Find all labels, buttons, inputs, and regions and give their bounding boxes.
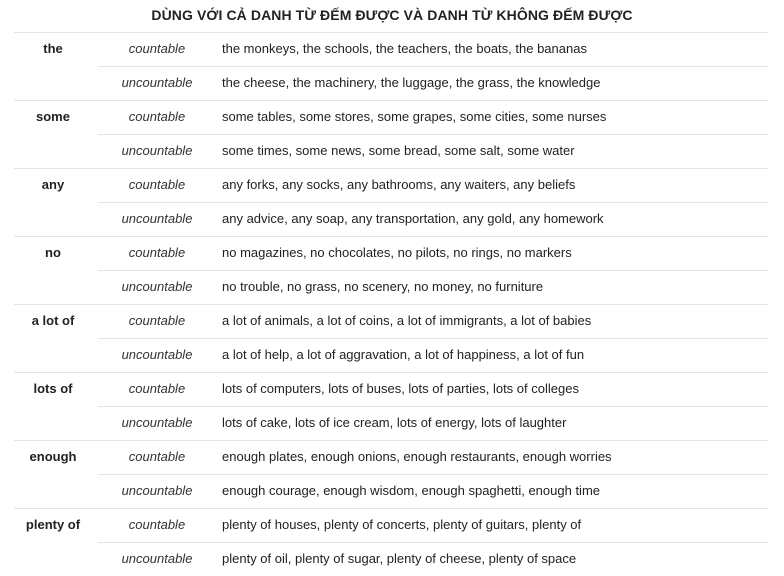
noun-type-cell: uncountable	[121, 75, 193, 90]
noun-type-cell: countable	[128, 177, 186, 192]
noun-type-cell: uncountable	[121, 211, 193, 226]
determiner-cell: any	[41, 177, 65, 192]
noun-type-cell: uncountable	[121, 483, 193, 498]
examples-cell: lots of computers, lots of buses, lots of parties, lots of colleges	[222, 381, 579, 396]
noun-type-cell: countable	[128, 449, 186, 464]
examples-cell: lots of cake, lots of ice cream, lots of energy, lots of laughter	[222, 415, 567, 430]
noun-type-cell: uncountable	[121, 347, 193, 362]
noun-type-cell: countable	[128, 41, 186, 56]
examples-cell: any advice, any soap, any transportation, any gold, any homework	[222, 211, 604, 226]
noun-type-cell: countable	[128, 313, 186, 328]
examples-cell: the monkeys, the schools, the teachers, the boats, the bananas	[222, 41, 587, 56]
noun-type-cell: uncountable	[121, 279, 193, 294]
determiner-cell: enough	[29, 449, 77, 464]
examples-cell: a lot of help, a lot of aggravation, a lot of happiness, a lot of fun	[222, 347, 585, 362]
noun-type-cell: countable	[128, 381, 186, 396]
examples-cell: no magazines, no chocolates, no pilots, no rings, no markers	[222, 245, 572, 260]
page-title: DÙNG VỚI CẢ DANH TỪ ĐẾM ĐƯỢC VÀ DANH TỪ KHÔNG ĐẾM ĐƯỢC	[151, 7, 633, 23]
examples-cell: no trouble, no grass, no scenery, no money, no furniture	[222, 279, 544, 294]
examples-cell: any forks, any socks, any bathrooms, any waiters, any beliefs	[222, 177, 576, 192]
determiner-cell: no	[45, 245, 61, 260]
determiner-cell: the	[43, 41, 63, 56]
examples-cell: enough plates, enough onions, enough restaurants, enough worries	[222, 449, 612, 464]
examples-cell: some tables, some stores, some grapes, some cities, some nurses	[222, 109, 607, 124]
noun-type-cell: countable	[128, 245, 186, 260]
examples-cell: plenty of oil, plenty of sugar, plenty of cheese, plenty of space	[222, 551, 577, 566]
determiner-cell: plenty of	[25, 517, 81, 532]
examples-cell: plenty of houses, plenty of concerts, plenty of guitars, plenty of	[222, 517, 582, 532]
noun-type-cell: uncountable	[121, 143, 193, 158]
examples-cell: some times, some news, some bread, some salt, some water	[222, 143, 575, 158]
examples-cell: enough courage, enough wisdom, enough spaghetti, enough time	[222, 483, 601, 498]
determiner-cell: some	[36, 109, 70, 124]
noun-type-cell: uncountable	[121, 551, 193, 566]
examples-cell: the cheese, the machinery, the luggage, the grass, the knowledge	[222, 75, 601, 90]
noun-type-cell: countable	[128, 109, 186, 124]
determiner-cell: a lot of	[31, 313, 75, 328]
noun-type-cell: countable	[128, 517, 186, 532]
examples-cell: a lot of animals, a lot of coins, a lot of immigrants, a lot of babies	[222, 313, 592, 328]
noun-type-cell: uncountable	[121, 415, 193, 430]
determiner-cell: lots of	[33, 381, 73, 396]
